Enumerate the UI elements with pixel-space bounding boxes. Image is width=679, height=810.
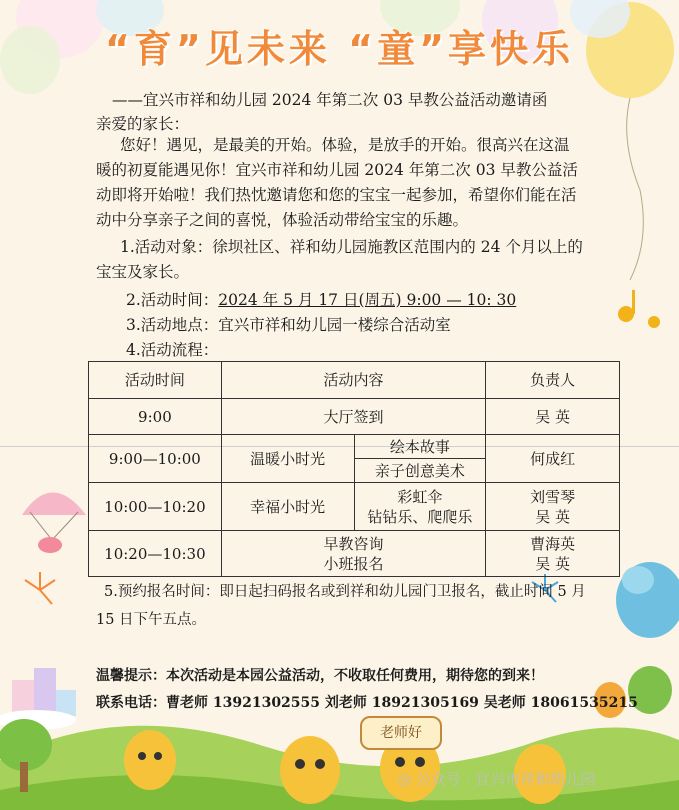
- cell-time: 9:00—10:00: [89, 435, 222, 483]
- cell-item: [354, 483, 486, 531]
- table-row: [89, 483, 620, 531]
- signup-line-1: 5.预约报名时间：即日起扫码报名或到祥和幼儿园门卫报名，截止时间 5 月: [104, 584, 586, 600]
- item-place-label: 3.活动地点：: [126, 316, 219, 334]
- item-place: [126, 313, 451, 338]
- letter-subtitle: ——宜兴市祥和幼儿园 2024 年第二次 03 早教公益活动邀请函: [112, 91, 548, 109]
- cell-time: 10:20—10:30: [89, 531, 222, 577]
- cell-group: 温暖小时光: [221, 435, 354, 483]
- table-row: [89, 531, 620, 577]
- cell-person: 何成红: [486, 435, 620, 483]
- signup-line-2: 15 日下午五点。: [96, 612, 207, 628]
- cell-time: 9:00: [89, 399, 222, 435]
- item-target-label: 1.活动对象：: [120, 238, 213, 256]
- cell-item-line: 彩虹伞: [397, 487, 443, 506]
- header-content: 活动内容: [221, 362, 485, 399]
- cell-item-line: 钻钻乐、爬爬乐: [367, 507, 473, 526]
- wechat-icon: ◎: [398, 770, 416, 788]
- cell-person-line: 曹海英: [530, 534, 576, 553]
- cell-person: [486, 483, 620, 531]
- table-header-row: [89, 362, 620, 399]
- watermark: [398, 768, 595, 789]
- header-time: 活动时间: [89, 362, 222, 399]
- watermark-text: 公众号 · 宜兴市祥和幼儿园: [415, 770, 596, 788]
- item-time-text: 2024 年 5 月 17 日(周五) 9:00 — 10: 30: [218, 291, 517, 309]
- footer-tip: 温馨提示：本次活动是本园公益活动，不收取任何费用，期待您的到来！: [96, 668, 544, 684]
- item-target-text: 徐坝社区、祥和幼儿园施教区范围内的 24 个月以上的宝宝及家长。: [96, 238, 583, 281]
- letter-intro: 您好！遇见，是最美的开始。体验，是放手的开始。很高兴在这温暖的初夏能遇见你！宜兴市祥和幼儿园 2024 年第二次 03 早教公益活动即将开始啦！我们热忱邀请您和您的宝宝一起参加，希望你们能在活动中分享亲子之间的喜悦，体验活动带给宝宝的乐趣。: [96, 136, 578, 229]
- cell-content: 大厅签到: [221, 399, 485, 435]
- cell-item-line: 早教咨询: [323, 534, 384, 553]
- item-flow-label: 4.活动流程：: [126, 341, 219, 359]
- page-title: “育”见未来 “童”享快乐: [104, 27, 575, 71]
- cell-item: 亲子创意美术: [354, 459, 486, 483]
- item-time-label: 2.活动时间：: [126, 291, 219, 309]
- item-time: [126, 288, 516, 313]
- letter-greeting: 亲爱的家长：: [96, 115, 190, 133]
- cell-person-line: 吴 英: [535, 554, 571, 573]
- cell-item-line: 小班报名: [323, 554, 384, 573]
- hello-speech-bubble: 老师好: [360, 716, 442, 750]
- item-target: [96, 235, 584, 285]
- cell-person: [486, 531, 620, 577]
- cell-group: 幸福小时光: [221, 483, 354, 531]
- cell-person-line: 刘雪琴: [530, 487, 576, 506]
- cell-item: 绘本故事: [354, 435, 486, 459]
- cell-content: [221, 531, 485, 577]
- table-row: [89, 399, 620, 435]
- cell-time: 10:00—10:20: [89, 483, 222, 531]
- footer-contacts: 联系电话：曹老师 13921302555 刘老师 18921305169 吴老师 18061535215: [96, 695, 638, 711]
- activity-table: [88, 361, 620, 577]
- cell-person: 吴 英: [486, 399, 620, 435]
- header-person: 负责人: [486, 362, 620, 399]
- table-row: [89, 435, 620, 459]
- cell-person-line: 吴 英: [535, 507, 571, 526]
- item-place-text: 宜兴市祥和幼儿园一楼综合活动室: [218, 316, 451, 334]
